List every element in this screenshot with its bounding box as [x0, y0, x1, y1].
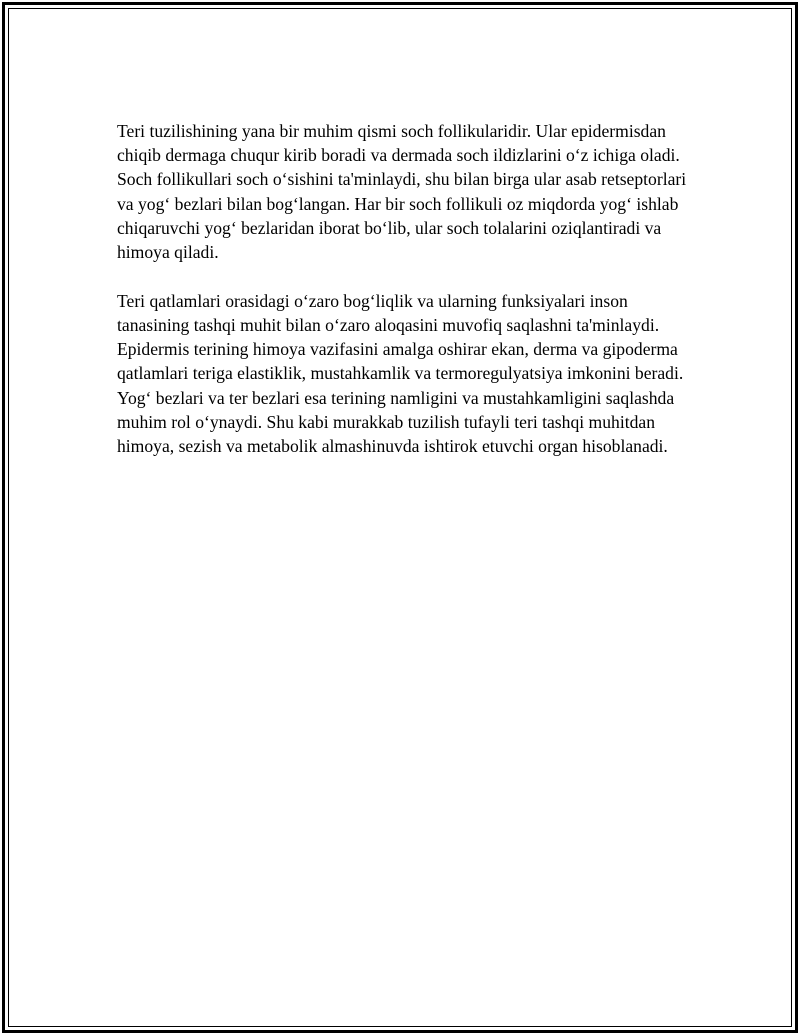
paragraph-2: Teri qatlamlari orasidagi o‘zaro bog‘liqlik va ularning funksiyalari inson tanasining tashqi muhit bilan o‘zaro aloqasini muvofiq saqlashni ta'minlaydi. Epidermis terining himoya vazifasini amalga oshirar ekan, derma va gipoderma qatlamlari teriga elastiklik, mustahkamlik va termoregulyatsiya imkonini beradi. Yog‘ bezlari va ter bezlari esa terining namligini va mustahkamligini saqlashda muhim rol o‘ynaydi. Shu kabi murakkab tuzilish tufayli teri tashqi muhitdan himoya, sezish va metabolik almashinuvda ishtirok etuvchi organ hisoblanadi.	[117, 290, 684, 456]
paragraph-1: Teri tuzilishining yana bir muhim qismi soch follikularidir. Ular epidermisdan chiqib dermaga chuqur kirib boradi va dermada soch ildizlarini o‘z ichiga oladi. Soch follikullari soch o‘sishini ta'minlaydi, shu bilan birga ular asab retseptorlari va yog‘ bezlari bilan bog‘langan. Har bir soch follikuli oz miqdorda yog‘ ishlab chiqaruvchi yog‘ bezlaridan iborat bo‘lib, ular soch tolalarini oziqlantiradi va himoya qiladi.	[117, 121, 687, 263]
document-body	[117, 119, 697, 483]
page-border	[2, 2, 798, 1033]
